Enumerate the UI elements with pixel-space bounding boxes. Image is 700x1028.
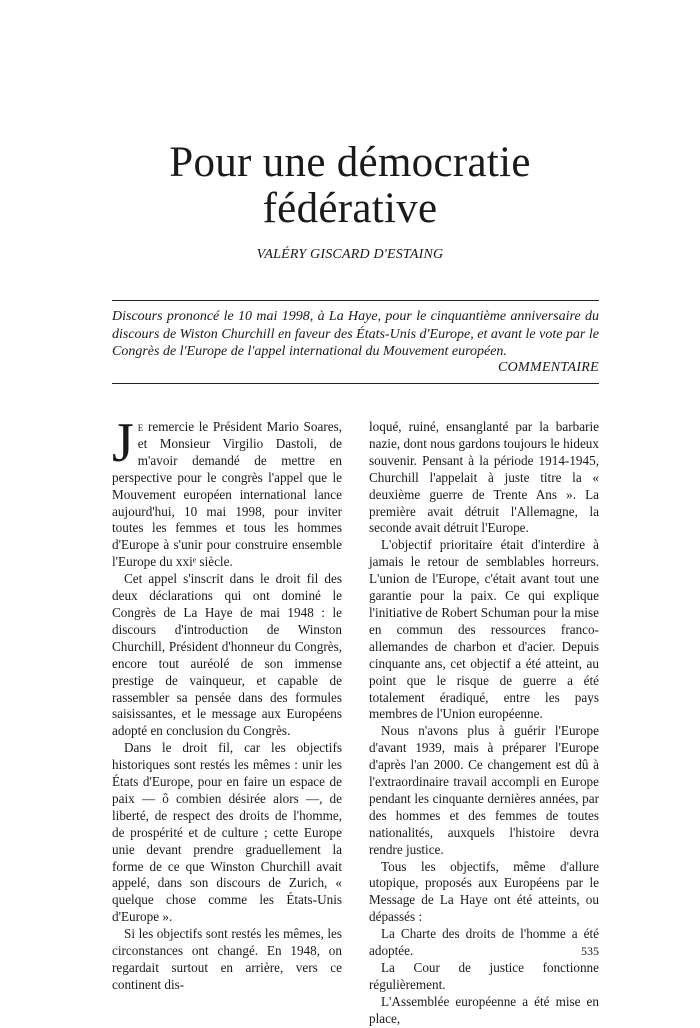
left-paragraph-3: Dans le droit fil, car les objectifs historiques sont restés les mêmes : unir les États d'Europe, pour en faire un espace de paix — ô combien désirée alors —, de liberté, de respect des droits de l'homme, de prospérité et de culture ; cette Europe unie devant prendre graduellement la forme de ce que Winston Churchill avait appelé, dans son discours de Zurich, « quelque chose comme les États-Unis d'Europe ». [112,740,342,925]
first-word-rest: e [137,419,144,434]
page-number: 535 [581,944,599,958]
author-name: VALÉRY GISCARD D'ESTAING [256,247,444,262]
right-column [369,419,599,1028]
right-paragraph-4: Tous les objectifs, même d'allure utopique, proposés aux Européens par le Message de La Haye ont été atteints, ou dépassés : [369,858,599,925]
intro-paragraph: Discours prononcé le 10 mai 1998, à La Haye, pour le cinquantième anniversaire du discours de Wiston Churchill en faveur des États-Unis d'Europe, et avant le vote par le Congrès de l'Europe de l'appel international du Mouvement européen. [112,309,599,359]
left-paragraph-1 [112,412,343,571]
right-paragraph-6: La Cour de justice fonctionne régulièrement. [369,960,599,992]
article-title [100,140,600,232]
article-title-line-2: fédérative [262,185,438,232]
right-paragraph-3: Nous n'avons plus à guérir l'Europe d'avant 1939, mais à préparer l'Europe d'après l'an 2000. Ce changement est dû à l'extraordinaire travail accompli en Europe pendant les cinquante dernières années, par des hommes et des femmes de toutes nationalités, auxquels l'histoire devra rendre justice. [369,723,599,857]
section-label: COMMENTAIRE [497,360,599,375]
left-paragraph-2: Cet appel s'inscrit dans le droit fil des deux déclarations qui ont dominé le Congrès de La Haye de mai 1948 : le discours d'introduction de Winston Churchill, Président d'honneur du Congrès, encore tout auréolé de son immense prestige de vainqueur, et capable de rassembler sa pensée dans des formules saisissantes, et le message aux Européens adopté en conclusion du Congrès. [112,571,342,739]
article-title-line-1: Pour une démocratie [169,139,531,186]
intro-bottom-rule [112,383,599,384]
right-paragraph-7: L'Assemblée européenne a été mise en place, [369,993,599,1026]
left-paragraph-4: Si les objectifs sont restés les mêmes, les circonstances ont changé. En 1948, on regardait surtout en arrière, vers ce continent dis- [112,926,342,992]
drop-cap: J [112,412,134,474]
left-column [112,412,343,994]
right-paragraph-1: loqué, ruiné, ensanglanté par la barbarie nazie, dont nous gardons toujours le hideux souvenir. Pensant à la période 1914-1945, Churchill l'appelait à juste titre la « deuxième guerre de Trente Ans ». La première avait détruit l'Allemagne, la seconde avait détruit l'Europe. [369,419,599,536]
left-paragraph-1-text: remercie le Président Mario Soares, et Monsieur Virgilio Dastoli, de m'avoir demandé de mettre en perspective pour le congrès l'appel que le Mouvement européen international lance aujourd'hui, 10 mai 1998, pour inviter toutes les femmes et tous les hommes d'Europe à s'unir pour construire ensemble l'Europe du xxiᵉ siècle. [112,419,343,570]
intro-top-rule [112,300,599,301]
right-paragraph-2: L'objectif prioritaire était d'interdire à jamais le retour de semblables horreurs. L'union de l'Europe, c'était avant tout une garantie pour la paix. Ce qui explique l'initiative de Robert Schuman pour la mise en commun des ressources franco-allemandes de charbon et d'acier. Depuis cinquante ans, cet objectif a été atteint, au point que le risque de guerre a été totalement éradiqué, entre les pays membres de l'Union européenne. [369,537,599,722]
right-paragraph-5: La Charte des droits de l'homme a été adoptée. [369,926,599,959]
